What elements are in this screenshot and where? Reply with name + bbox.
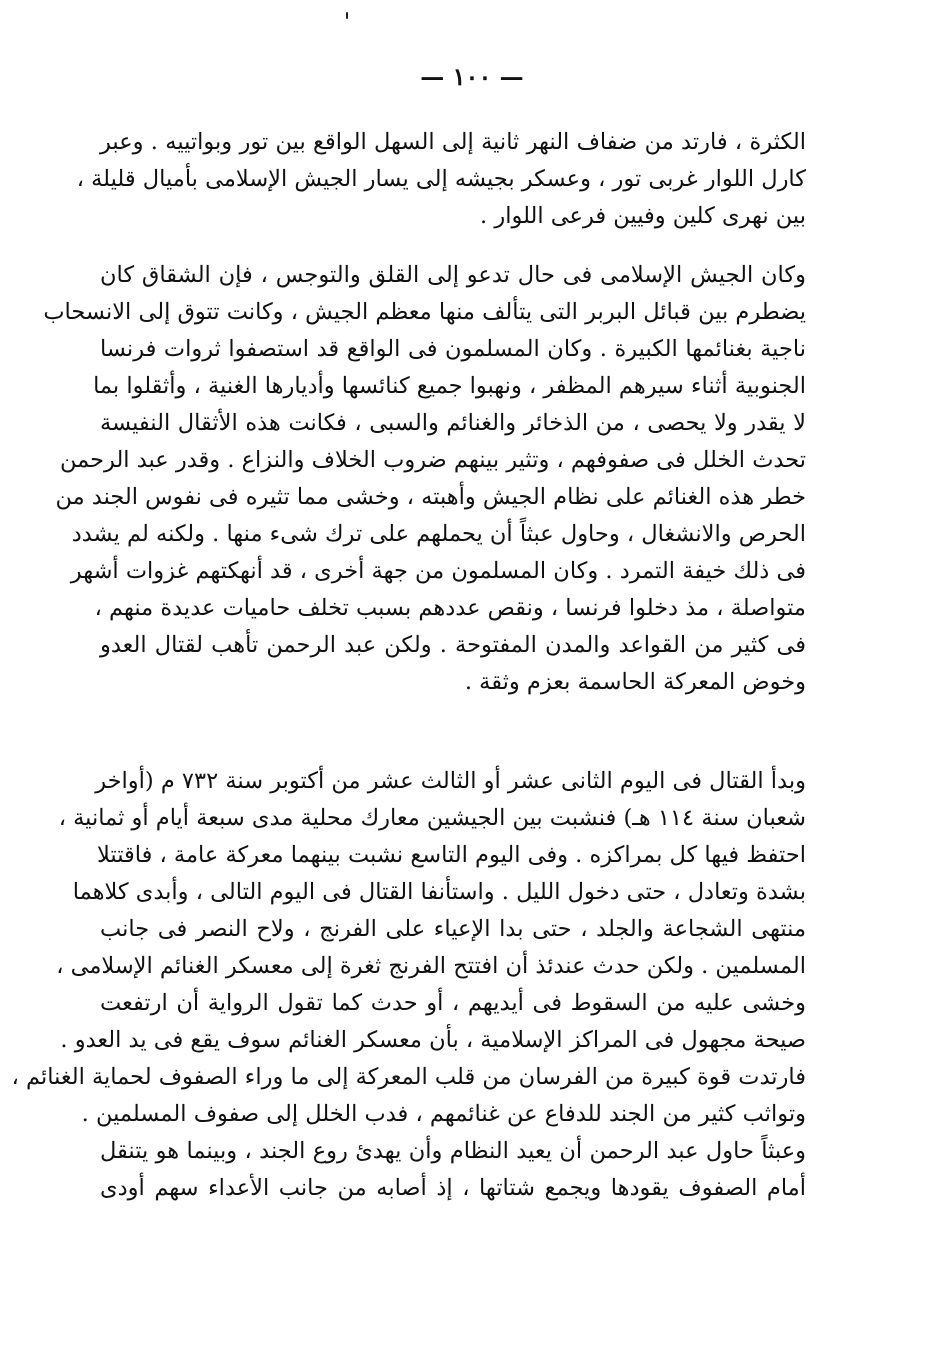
text-line: بشدة وتعادل ، حتى دخول الليل . واستأنفا القتال فى اليوم التالى ، وأبدى كلاهما	[72, 879, 806, 905]
text-line: صيحة مجهول فى المراكز الإسلامية ، بأن معسكر الغنائم سوف يقع فى يد العدو .	[60, 1027, 806, 1053]
text-line: وعبثاً حاول عبد الرحمن أن يعيد النظام وأن يهدئ روع الجند ، وبينما هو يتنقل	[100, 1138, 806, 1164]
text-line: فارتدت قوة كبيرة من الفرسان من قلب المعركة إلى ما وراء الصفوف لحماية الغنائم ،	[11, 1064, 806, 1090]
page-number: — ١٠٠ —	[420, 62, 524, 91]
paragraph-2	[43, 257, 806, 701]
text-line: وبدأ القتال فى اليوم الثانى عشر أو الثالث عشر من أكتوبر سنة ٧٣٢ م (أواخر	[95, 768, 806, 794]
text-line: أمام الصفوف يقودها ويجمع شتاتها ، إذ أصابه من جانب الأعداء سهم أودى	[100, 1175, 806, 1201]
text-line: كارل اللوار غربى تور ، وعسكر بجيشه إلى يسار الجيش الإسلامى بأميال قليلة ،	[76, 166, 806, 192]
text-line: فى كثير من القواعد والمدن المفتوحة . ولكن عبد الرحمن تأهب لقتال العدو	[100, 632, 806, 658]
text-line: بين نهرى كلين وفيين فرعى اللوار .	[480, 203, 806, 229]
paragraph-1	[76, 124, 806, 235]
text-line: شعبان سنة ١١٤ هـ) فنشبت بين الجيشين معارك محلية مدى سبعة أيام أو ثمانية ،	[58, 805, 806, 831]
text-line: خطر هذه الغنائم على نظام الجيش وأهبته ، وخشى مما تثيره فى نفوس الجند من	[55, 484, 806, 510]
text-line: احتفظ فيها كل بمراكزه . وفى اليوم التاسع نشبت بينهما معركة عامة ، فاقتتلا	[96, 842, 806, 868]
text-line: وخوض المعركة الحاسمة بعزم وثقة .	[464, 669, 806, 695]
text-line: يضطرم بين قبائل البربر التى يتألف منها معظم الجيش ، وكانت تتوق إلى الانسحاب	[43, 299, 806, 325]
text-line: الكثرة ، فارتد من ضفاف النهر ثانية إلى السهل الواقع بين تور وبواتييه . وعبر	[100, 129, 806, 155]
text-line: منتهى الشجاعة والجلد ، حتى بدا الإعياء على الفرنج ، ولاح النصر فى جانب	[100, 916, 806, 942]
text-line: فى ذلك خيفة التمرد . وكان المسلمون من جهة أخرى ، قد أنهكتهم غزوات أشهر	[70, 558, 806, 584]
text-line: الحرص والانشغال ، وحاول عبثاً أن يحملهم على ترك شىء منها . ولكنه لم يشدد	[71, 521, 806, 547]
text-line: تحدث الخلل فى صفوفهم ، وتثير بينهم ضروب الخلاف والنزاع . وقدر عبد الرحمن	[59, 447, 806, 473]
text-line: متواصلة ، مذ دخلوا فرنسا ، ونقص عددهم بسبب تخلف حاميات عديدة منهم ،	[94, 595, 806, 621]
text-line: لا يقدر ولا يحصى ، من الذخائر والغنائم والسبى ، فكانت هذه الأثقال النفيسة	[100, 410, 806, 436]
text-line: المسلمين . ولكن حدث عندئذ أن افتتح الفرنج ثغرة إلى معسكر الغنائم الإسلامى ،	[56, 953, 806, 979]
text-line: ناجية بغنائمها الكبيرة . وكان المسلمون فى الواقع قد استصفوا ثروات فرنسا	[100, 336, 806, 362]
ink-speck	[346, 12, 348, 19]
text-line: الجنوبية أثناء سيرهم المظفر ، ونهبوا جميع كنائسها وأديارها الغنية ، وأثقلوا بما	[93, 373, 806, 399]
text-line: وكان الجيش الإسلامى فى حال تدعو إلى القلق والتوجس ، فإن الشقاق كان	[100, 262, 806, 288]
paragraph-3	[11, 763, 806, 1207]
text-line: وخشى عليه من السقوط فى أيديهم ، أو حدث كما تقول الرواية أن ارتفعت	[100, 990, 806, 1016]
text-line: وتواثب كثير من الجند للدفاع عن غنائمهم ، فدب الخلل إلى صفوف المسلمين .	[81, 1101, 806, 1127]
